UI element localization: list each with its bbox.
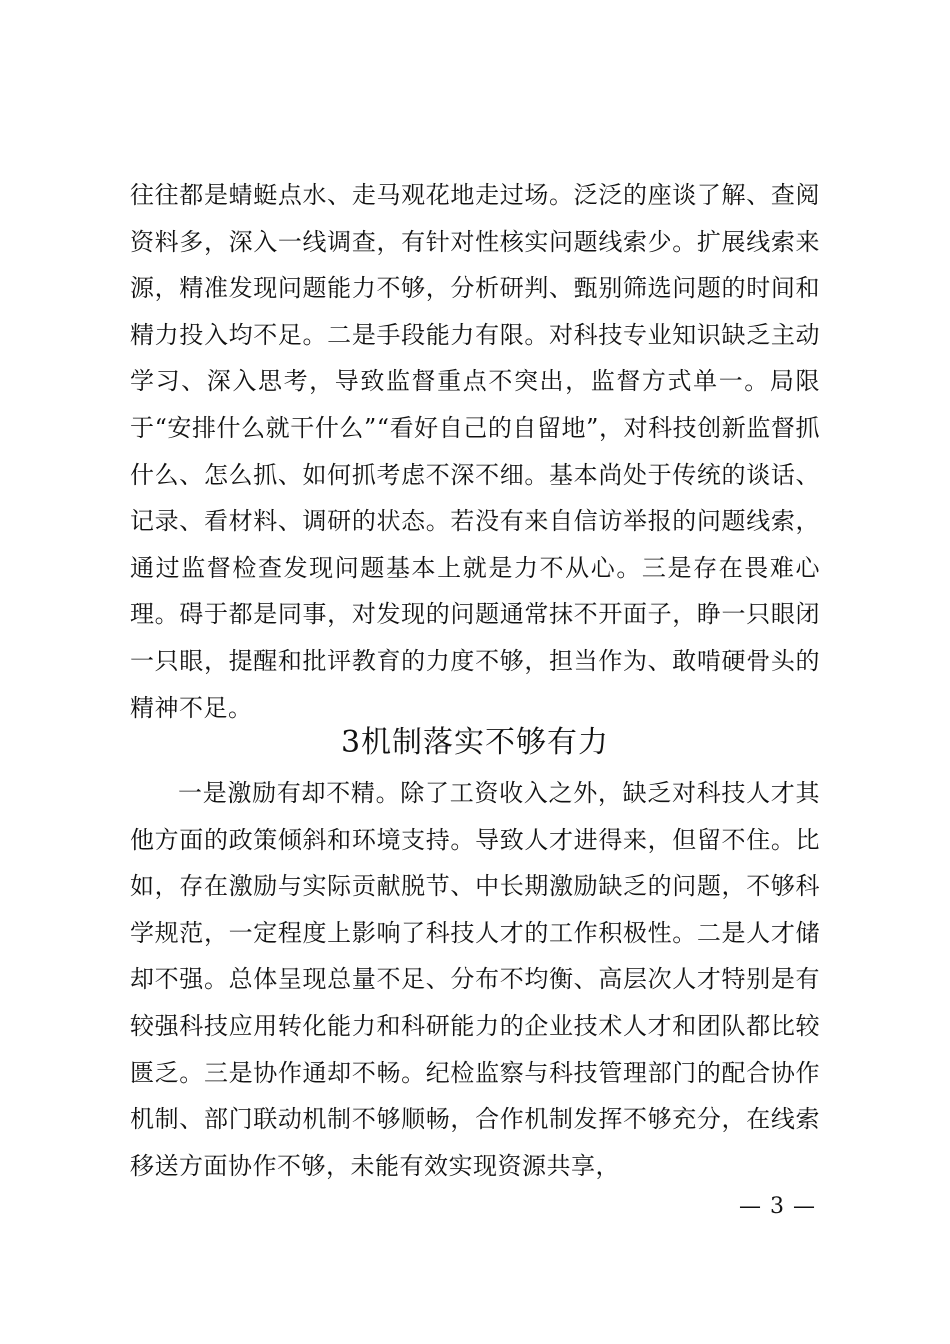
section-heading: 3机制落实不够有力 — [340, 725, 610, 760]
body-paragraph-section: 一是激励有却不精。除了工资收入之外，缺乏对科技人才其他方面的政策倾斜和环境支持。导致人才进得来，但留不住。比如，存在激励与实际贡献脱节、中长期激励缺乏的问题，不够科学规范，一定程度上影响了科技人才的工作积极性。二是人才储却不强。总体呈现总量不足、分布不均衡、高层次人才特别是有较强科技应用转化能力和科研能力的企业技术人才和团队都比较匮乏。三是协作通却不畅。纪检监察与科技管理部门的配合协作机制、部门联动机制不够顺畅，合作机制发挥不够充分，在线索移送方面协作不够，未能有效实现资源共享， — [130, 779, 820, 1180]
page-number: — 3 — — [739, 1194, 816, 1219]
body-paragraph-continued: 往往都是蜻蜓点水、走马观花地走过场。泛泛的座谈了解、查阅资料多，深入一线调查，有针对性核实问题线索少。扩展线索来源，精准发现问题能力不够，分析研判、甄别筛选问题的时间和精力投入均不足。二是手段能力有限。对科技专业知识缺乏主动学习、深入思考，导致监督重点不突出，监督方式单一。局限于“安排什么就干什么”“看好自己的自留地”，对科技创新监督抓什么、怎么抓、如何抓考虑不深不细。基本尚处于传统的谈话、记录、看材料、调研的状态。若没有来自信访举报的问题线索，通过监督检查发现问题基本上就是力不从心。三是存在畏难心理。碍于都是同事，对发现的问题通常抹不开面子，睁一只眼闭一只眼，提醒和批评教育的力度不够，担当作为、敢啃硬骨头的精神不足。 — [130, 181, 820, 722]
